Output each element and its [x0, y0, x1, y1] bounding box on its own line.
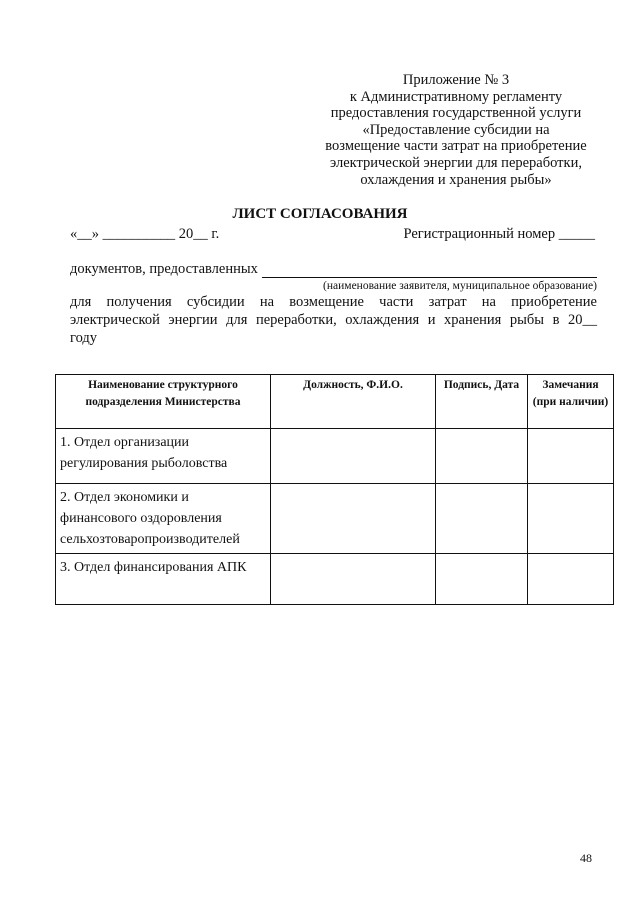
header-department: Наименование структурного подразделения Министерства	[56, 375, 271, 429]
table-header-row	[56, 375, 614, 429]
remarks-cell	[528, 554, 614, 605]
purpose-paragraph: для получения субсидии на возмещение части затрат на приобретение электрической энергии для переработки, охлаждения и хранения рыбы в 20__ году	[70, 294, 597, 346]
appendix-line: электрической энергии для переработки,	[330, 154, 582, 171]
appendix-line: к Административному регламенту	[349, 88, 563, 105]
date-line	[70, 226, 595, 243]
documents-line	[70, 261, 597, 278]
department-cell: 3. Отдел финансирования АПК	[56, 554, 271, 605]
department-cell: 2. Отдел экономики и финансового оздоровления сельхозтоваропроизводителей	[56, 484, 271, 554]
header-remarks: Замечания (при наличии)	[528, 375, 614, 429]
document-title: ЛИСТ СОГЛАСОВАНИЯ	[232, 206, 408, 222]
table-row	[56, 484, 614, 554]
header-signature: Подпись, Дата	[436, 375, 528, 429]
appendix-line: «Предоставление субсидии на	[362, 121, 550, 138]
signature-cell	[436, 484, 528, 554]
appendix-header	[306, 72, 606, 188]
position-cell	[271, 554, 436, 605]
appendix-line: предоставления государственной услуги	[330, 105, 582, 122]
applicant-note: (наименование заявителя, муниципальное образование)	[323, 280, 597, 292]
date-field: «__» __________ 20__ г.	[70, 226, 220, 242]
page-number: 48	[580, 851, 592, 865]
approval-table	[55, 374, 614, 605]
header-position: Должность, Ф.И.О.	[271, 375, 436, 429]
appendix-line: охлаждения и хранения рыбы»	[360, 171, 552, 188]
position-cell	[271, 484, 436, 554]
department-cell: 1. Отдел организации регулирования рыболовства	[56, 429, 271, 484]
documents-label: документов, предоставленных	[70, 261, 258, 277]
signature-cell	[436, 429, 528, 484]
table-row	[56, 554, 614, 605]
appendix-line: Приложение № 3	[402, 72, 510, 88]
remarks-cell	[528, 484, 614, 554]
registration-number-field: Регистрационный номер _____	[403, 226, 595, 242]
signature-cell	[436, 554, 528, 605]
appendix-line: возмещение части затрат на приобретение	[325, 138, 587, 155]
remarks-cell	[528, 429, 614, 484]
position-cell	[271, 429, 436, 484]
table-row	[56, 429, 614, 484]
applicant-blank-line	[262, 264, 597, 278]
